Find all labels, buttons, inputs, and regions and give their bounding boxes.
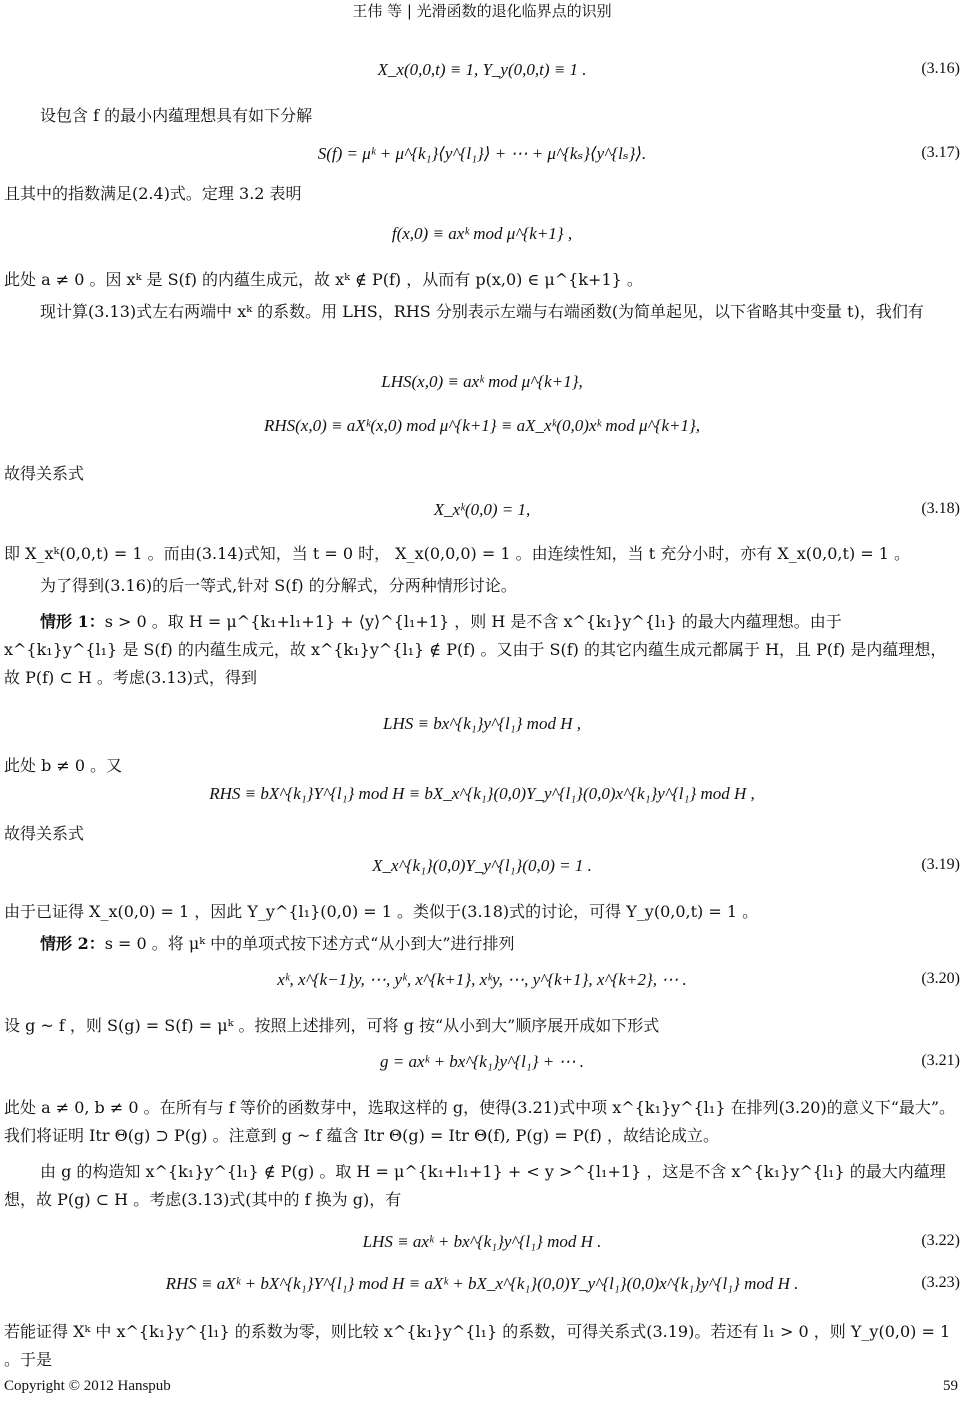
page-header: 王伟 等 | 光滑函数的退化临界点的识别 [352, 2, 612, 20]
equation-number: (3.22) [921, 1232, 960, 1249]
paragraph [4, 1012, 960, 1040]
paragraph [4, 1318, 960, 1374]
footer-page-number: 59 [943, 1378, 958, 1394]
case-label: 情形 2： [40, 934, 105, 953]
paragraph-text: 由于已证得 X_x(0,0) = 1 ，因此 Y_y^{l₁}(0,0) = 1 。类似于(3.18)式的讨论，可得 Y_y(0,0,t) = 1 。 [4, 902, 759, 921]
equation-text: f(x,0) ≡ axᵏ mod μ^{k+1} , [391, 224, 573, 243]
equation [0, 1232, 964, 1252]
equation-number: (3.23) [921, 1274, 960, 1291]
equation [0, 372, 964, 392]
equation-number: (3.17) [921, 144, 960, 161]
paragraph [4, 820, 960, 848]
paragraph [4, 1158, 960, 1214]
equation [0, 970, 964, 990]
paragraph-text: s = 0 。将 μᵏ 中的单项式按下述方式“从小到大”进行排列 [104, 934, 515, 953]
paragraph-text: 若能证得 Xᵏ 中 x^{k₁}y^{l₁} 的系数为零，则比较 x^{k₁}y^{l₁} 的系数，可得关系式(3.19)。若还有 l₁ > 0 ，则 Y_y(0,0) = 1 。于是 [4, 1322, 951, 1369]
paragraph [4, 540, 960, 568]
equation-number: (3.16) [921, 60, 960, 77]
paragraph-text: 设 g ~ f ，则 S(g) = S(f) = μᵏ 。按照上述排列，可将 g 按“从小到大”顺序展开成如下形式 [4, 1016, 660, 1035]
paragraph [4, 180, 960, 208]
paragraph-text: s > 0 。取 H = μ^{k₁+l₁+1} + ⟨y⟩^{l₁+1} ，则 H 是不含 x^{k₁}y^{l₁} 的最大内蕴理想。由于 x^{k₁}y^{l₁} 是 S(f) 的内蕴生成元，故 x^{k₁}y^{l₁} ∉ P(f) 。又由于 S(f) 的其它内蕴生成元都属于 H，且 P(f) 是内蕴理想，故 P(f) ⊂ H 。考虑(3.13)式，得到 [4, 612, 947, 687]
paragraph [4, 572, 960, 600]
equation-text: LHS(x,0) ≡ axᵏ mod μ^{k+1}, [381, 372, 583, 391]
paragraph-text: 此处 a ≠ 0 。因 xᵏ 是 S(f) 的内蕴生成元，故 xᵏ ∉ P(f) ，从而有 p(x,0) ∈ μ^{k+1} 。 [4, 270, 643, 289]
paragraph-text: 为了得到(3.16)的后一等式,针对 S(f) 的分解式，分两种情形讨论。 [40, 576, 517, 595]
equation [0, 1052, 964, 1072]
equation [0, 856, 964, 876]
case-label: 情形 1： [40, 612, 105, 631]
equation-text: g = axᵏ + bx^{k₁}y^{l₁} + ⋯ . [380, 1052, 584, 1071]
equation-number: (3.21) [921, 1052, 960, 1069]
paragraph [4, 752, 960, 780]
paragraph-text: 故得关系式 [4, 824, 85, 843]
equation [0, 500, 964, 520]
equation-number: (3.19) [921, 856, 960, 873]
equation-text: X_x(0,0,t) ≡ 1, Y_y(0,0,t) ≡ 1 . [377, 60, 587, 79]
equation-text: RHS ≡ bX^{k₁}Y^{l₁} mod H ≡ bX_x^{k₁}(0,0)Y_y^{l₁}(0,0)x^{k₁}y^{l₁} mod H , [209, 784, 755, 803]
paragraph-text: 故得关系式 [4, 464, 85, 483]
equation-text: RHS(x,0) ≡ aXᵏ(x,0) mod μ^{k+1} ≡ aX_xᵏ(0,0)xᵏ mod μ^{k+1}, [263, 416, 701, 435]
paragraph [4, 1094, 960, 1150]
equation-text: LHS ≡ bx^{k₁}y^{l₁} mod H , [383, 714, 581, 733]
equation-text: S(f) = μᵏ + μ^{k₁}⟨y^{l₁}⟩ + ⋯ + μ^{kₛ}⟨y^{lₛ}⟩. [317, 144, 647, 163]
equation [0, 784, 964, 804]
paragraph-text: 此处 a ≠ 0, b ≠ 0 。在所有与 f 等价的函数芽中，选取这样的 g，使得(3.21)式中项 x^{k₁}y^{l₁} 在排列(3.20)的意义下“最大”。我们将证明 Itr Θ(g) ⊃ P(g) 。注意到 g ~ f 蕴含 Itr Θ(g) = Itr Θ(f), P(g) = P(f) ，故结论成立。 [4, 1098, 956, 1145]
equation-text: X_x^{k₁}(0,0)Y_y^{l₁}(0,0) = 1 . [372, 856, 592, 875]
equation [0, 416, 964, 436]
paragraph [4, 608, 960, 692]
equation-text: xᵏ, x^{k−1}y, ⋯, yᵏ, x^{k+1}, xᵏy, ⋯, y^{k+1}, x^{k+2}, ⋯ . [277, 970, 687, 989]
equation [0, 714, 964, 734]
paragraph [4, 102, 960, 130]
equation-text: RHS ≡ aXᵏ + bX^{k₁}Y^{l₁} mod H ≡ aXᵏ + bX_x^{k₁}(0,0)Y_y^{l₁}(0,0)x^{k₁}y^{l₁} mod H . [165, 1274, 799, 1293]
paragraph-text: 现计算(3.13)式左右两端中 xᵏ 的系数。用 LHS，RHS 分别表示左端与右端函数(为简单起见，以下省略其中变量 t)，我们有 [40, 302, 924, 321]
equation-text: LHS ≡ axᵏ + bx^{k₁}y^{l₁} mod H . [362, 1232, 602, 1251]
equation [0, 60, 964, 80]
paragraph [4, 298, 960, 326]
equation-text: X_xᵏ(0,0) = 1, [433, 500, 531, 519]
equation-number: (3.18) [921, 500, 960, 517]
paragraph [4, 460, 960, 488]
paragraph-text: 此处 b ≠ 0 。又 [4, 756, 123, 775]
paragraph [4, 898, 960, 926]
paragraph [4, 266, 960, 294]
paragraph-text: 即 X_xᵏ(0,0,t) = 1 。而由(3.14)式知，当 t = 0 时， X_x(0,0,0) = 1 。由连续性知，当 t 充分小时，亦有 X_x(0,0,t) = 1 。 [4, 544, 911, 563]
equation [0, 144, 964, 164]
footer-copyright: Copyright © 2012 Hanspub [4, 1378, 171, 1394]
paragraph-text: 设包含 f 的最小内蕴理想具有如下分解 [40, 106, 313, 125]
paragraph-text: 且其中的指数满足(2.4)式。定理 3.2 表明 [4, 184, 302, 203]
equation-number: (3.20) [921, 970, 960, 987]
equation [0, 224, 964, 244]
paragraph [4, 930, 960, 958]
paragraph-text: 由 g 的构造知 x^{k₁}y^{l₁} ∉ P(g) 。取 H = μ^{k₁+l₁+1} + < y >^{l₁+1} ，这是不含 x^{k₁}y^{l₁} 的最大内蕴理想，故 P(g) ⊂ H 。考虑(3.13)式(其中的 f 换为 g)，有 [4, 1162, 946, 1209]
equation [0, 1274, 964, 1294]
